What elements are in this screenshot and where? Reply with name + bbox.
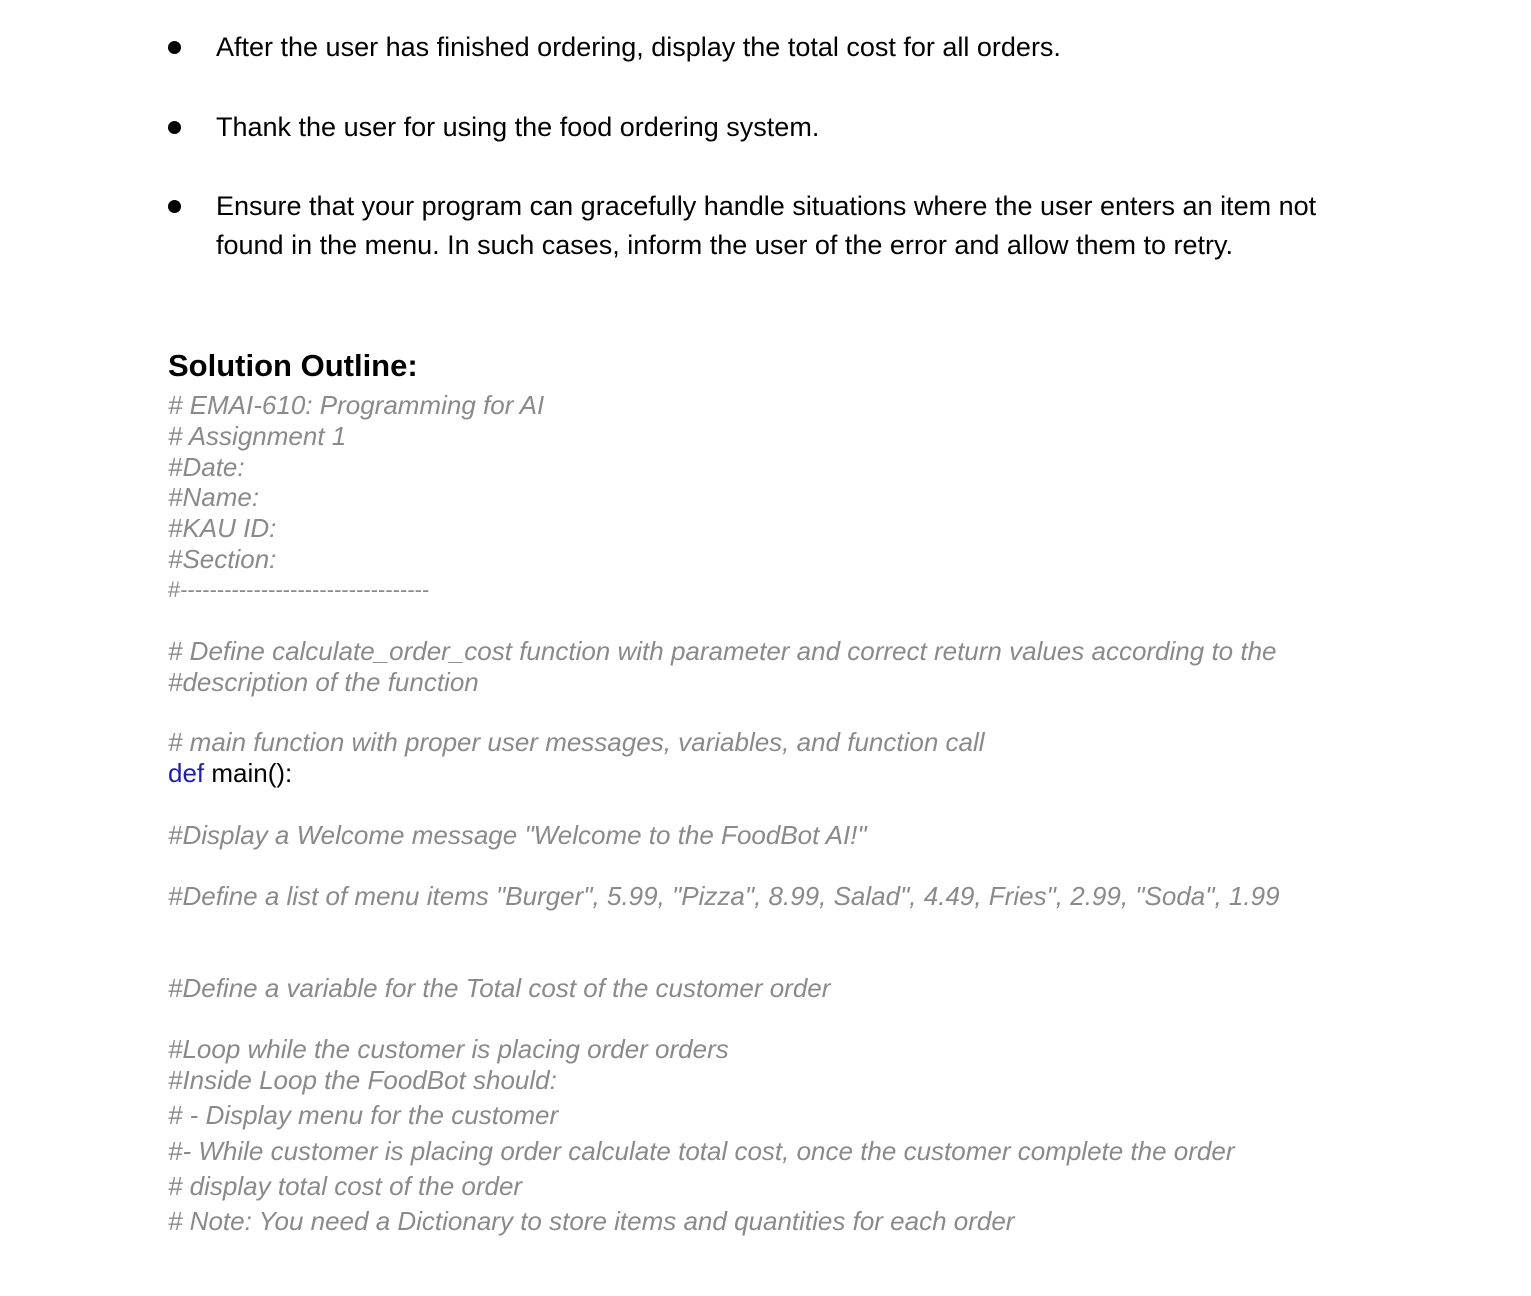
bullet-dot-icon bbox=[168, 41, 181, 54]
bullet-text: Ensure that your program can gracefully handle situations where the user enters an item not found in the menu. In such cases, inform the user of the error and allow them to retry. bbox=[216, 191, 1317, 260]
code-comment-line: #Section: bbox=[168, 544, 277, 574]
code-comment-line: # - Display menu for the customer bbox=[168, 1100, 559, 1130]
code-comment-line: #- While customer is placing order calculate total cost, once the customer complete the order bbox=[168, 1136, 1235, 1166]
code-comment-line: #Date: bbox=[168, 452, 245, 482]
main-signature: main(): bbox=[204, 758, 293, 788]
bullet-text: Thank the user for using the food ordering system. bbox=[216, 112, 820, 142]
bullet-dot-icon bbox=[168, 121, 181, 134]
def-keyword: def bbox=[168, 758, 205, 788]
code-comment-line: #KAU ID: bbox=[168, 513, 277, 543]
bullet-text: After the user has finished ordering, display the total cost for all orders. bbox=[216, 32, 1061, 62]
code-comment-line: # main function with proper user messages, variables, and function call bbox=[168, 727, 985, 757]
code-separator-line: #---------------------------------- bbox=[168, 577, 430, 602]
code-comment-line: # EMAI-610: Programming for AI bbox=[168, 390, 545, 420]
code-comment-line: #Display a Welcome message "Welcome to the FoodBot AI!" bbox=[168, 820, 867, 850]
solution-outline-heading: Solution Outline: bbox=[168, 348, 418, 383]
code-comment-line: #Define a list of menu items "Burger", 5.99, "Pizza", 8.99, Salad", 4.49, Fries", 2.99, "Soda", 1.99 bbox=[168, 881, 1280, 911]
code-comment-line: #Loop while the customer is placing order orders bbox=[168, 1034, 729, 1064]
def-main-line bbox=[168, 757, 292, 789]
code-comment-line: #Inside Loop the FoodBot should: bbox=[168, 1065, 557, 1095]
code-comment-line: # display total cost of the order bbox=[168, 1171, 523, 1201]
code-comment-line: # Note: You need a Dictionary to store items and quantities for each order bbox=[168, 1206, 1015, 1236]
code-comment-line: #description of the function bbox=[168, 667, 479, 697]
code-comment-line: # Assignment 1 bbox=[168, 421, 347, 451]
code-comment-line: # Define calculate_order_cost function with parameter and correct return values according to the bbox=[168, 636, 1277, 666]
bullet-dot-icon bbox=[168, 200, 181, 213]
code-comment-line: #Name: bbox=[168, 482, 260, 512]
code-comment-line: #Define a variable for the Total cost of the customer order bbox=[168, 973, 831, 1003]
